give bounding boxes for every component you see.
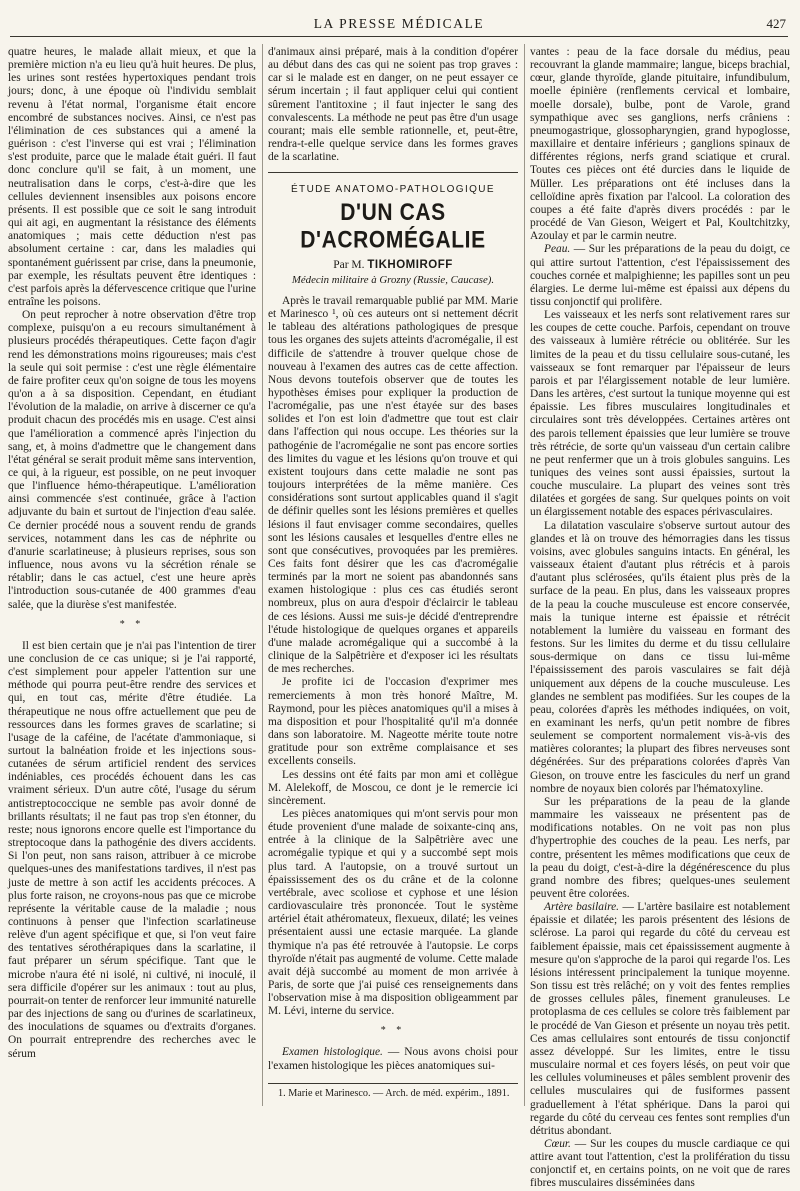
paragraph-text: — Nous avons choisi pour l'examen histologique les pièces anatomiques sui- bbox=[268, 1046, 518, 1072]
paragraph: quatre heures, le malade allait mieux, et que la première miction n'a eu lieu qu'à huit heures. De plus, les urines sont restées hypertoxiques pendant trois jours; donc, à une époque où l'individu semblait revenu à l'état normal, l'organisme était encore encombré de substances nocives. Ainsi, ce n'est pas l'élimination de ces substances qui a amené la guérison : c'est l'inverse qui est vrai ; l'élimination s'est produite, parce que le malade était guéri. Il faut donc conclure qu'il se fait, à un moment, une neutralisation dans le corps, c'est-à-dire que les cellules deviennent insensibles aux poisons encore présents. Il est possible que ce soit le sang introduit qui ait agi, en augmentant la résistance des éléments anatomiques ; mais cette déduction n'est pas absolument certaine : car, dans les maladies qui spontanément guérissent par crise, dans la pneumonie, par exemple, les résultats peuvent être identiques : c'est parfois après la défervescence critique que l'urine entraîne les poisons. bbox=[8, 46, 256, 308]
author-affiliation: Médecin militaire à Grozny (Russie, Caucase). bbox=[291, 273, 495, 286]
section-label: Artère basilaire. bbox=[544, 901, 620, 914]
section-label: Examen histologique. bbox=[282, 1046, 383, 1059]
column-divider bbox=[524, 44, 525, 1106]
paragraph: La dilatation vasculaire s'observe surtout autour des glandes et là on trouve des hémorragies dans les tissus voisins, avec globules sanguins intacts. En général, les vaisseaux étaient d'autant plus rétrécis et à parois d'autant plus sclérosées, qu'ils étaient plus près de la surface de la peau. En plus, dans les vaisseaux propres de la peau la couche musculeuse est encore conservée, mais la tunique interne est épaissie et rétrécit notablement la lumière du vaisseau en formant des festons. Sur les limites du derme et du tissu cellulaire sous-dermique on dans ce tissu lui-même l'épaississement des parois vasculaires se fait déjà uniquement aux dépens de la couche musculeuse. Les glandes ne semblent pas modifiées. Sur les coupes de la peau, colorées d'après les méthodes indiquées, on voit, en examinant les nerfs, qu'un petit nombre de fibres seulement se comportent normalement vis-à-vis des matières colorantes; la plupart des fibres nerveuses sont dégénérées. Sur des préparations colorées d'après Van Gieson, on trouve entre les fascicules du nerf un grand nombre de noyaux bien colorés par l'hématoxyline. bbox=[530, 519, 790, 795]
article-separator bbox=[268, 172, 518, 173]
paragraph: Les vaisseaux et les nerfs sont relativement rares sur les coupes de cette couche. Parfois, cependant on trouve des vaisseaux à lumière rétrécie ou oblitérée. Sur les limites de la peau et du tissu cellulaire sous-cutané, les vaisseaux se font remarquer par l'épaisseur de leurs parois et par l'élargissement notable de leur lumière. Dans les artères, c'est surtout la tunique moyenne qui est épaissie. Les fibres musculaires longitudinales et circulaires sont très développées. Certaines artères ont des parois tellement épaissies que leur lumière se trouve très rétrécie, de sorte qu'un vaisseau d'un certain calibre ne peut renfermer que un à trois globules sanguins. Les tuniques des veines sont aussi épaissies, surtout la couche musculaire. La plupart des veines sont très dilatées et gorgées de sang. Sur quelques points on voit un élargissement notable des espaces périvasculaires. bbox=[530, 309, 790, 519]
paragraph: Après le travail remarquable publié par MM. Marie et Marinesco ¹, où ces auteurs ont si nettement décrit le tableau des altérations pathologiques de presque tous les organes des sujets atteints d'acromégalie, il est difficile de s'attendre à trouver quelque chose de nouveau à l'examen des autres cas de cette affection. Nous devons toutefois observer que de toutes les hypothèses émises pour expliquer la production de l'acromégalie, pas une n'est étayée sur des bases solides et l'on est loin d'admettre que tout est clair dans l'affection qui nous occupe. Les théories sur la pathogénie de l'acromégalie ne sont pas encore sorties des limites du vague et les lésions qu'on trouve et qui existent toujours dans cette maladie ne sont pas toujours interprétées de la même manière. Ces considérations sont surtout applicables quand il s'agit de définir quelles sont les lésions premières et quelles lésions il faut envisager comme secondaires, quelles sont les lésions causales et lesquelles d'entre elles ne sont que consécutives, provoquées par les premières. Ces faits font désirer que les cas d'acromégalie terminés par la mort ne soient pas abandonnés sans examen histologique : plus ces cas étudiés seront nombreux, plus on aura d'espoir d'éclaircir le tableau de ces lésions. Aussi me suis-je décidé d'entreprendre l'étude histologique de quelques organes et appareils d'une malade acromégalique qui a succombé à la clinique de la Salpêtrière et d'exposer ici les résultats de mes recherches. bbox=[268, 294, 518, 676]
section-separator: * * bbox=[380, 1025, 406, 1037]
paragraph bbox=[530, 901, 790, 1138]
paragraph: Je profite ici de l'occasion d'exprimer mes remerciements à mon très honoré Maître, M. Raymond, pour les pièces anatomiques qu'il a mises à ma disposition et pour l'hospitalité qu'il m'a donnée dans son laboratoire. M. Nageotte mérite toute notre gratitude pour son extrême complaisance et ses excellents conseils. bbox=[268, 676, 518, 768]
paragraph: d'animaux ainsi préparé, mais à la condition d'opérer au début dans des cas qui ne soient pas trop graves : car si le malade est en danger, on ne peut essayer ce sérum incertain ; il faut appliquer celui qui contient sûrement l'antitoxine ; il faut injecter le sang des convalescents. La méthode ne peut pas être d'un usage courant; mais elle semble rationnelle, et, peut-être, rendra-t-elle quelque service dans les formes graves de la scarlatine. bbox=[268, 46, 518, 164]
footnote: 1. Marie et Marinesco. — Arch. de méd. expérim., 1891. bbox=[268, 1083, 518, 1100]
paragraph bbox=[268, 1046, 518, 1072]
column-divider bbox=[262, 44, 263, 1106]
paragraph-text: — L'artère basilaire est notablement épaissie et dilatée; les parois présentent des lésions de sclérose. La paroi qui regarde du côté du cerveau est faiblement épaissie, mais cet épaississement augmente à mesure qu'on s'approche de la paroi qui regarde l'os. Les lésions intéressent principalement la tunique moyenne. Son tissu est très relâché; on y voit des fentes remplies de grosses cellules pâles, finement granuleuses. Le protoplasma de ces cellules se colore très faiblement par le procédé de Van Gieson et présente un noyau très petit. Ces amas cellulaires sont entourés de tissu conjonctif assez développé. Sur les limites, entre le tissu musculaire normal et ces foyers lésés, on peut voir que les cellules volumineuses et pâles semblent provenir des cellules musculaires qui de fusiformes passent graduellement à l'état sphérique. Dans la paroi qui regarde du côté du cerveau ces fentes sont remplies d'un détritus abondant. bbox=[530, 901, 790, 1137]
page-number: 427 bbox=[766, 16, 786, 31]
paragraph: vantes : peau de la face dorsale du médius, peau recouvrant la glande mammaire; langue, biceps brachial, cœur, glande thyroïde, glande pituitaire, infundibulum, moelle épinière (renflements cervical et lombaire, moelle dorsale), bulbe, pont de Varole, grand sympathique avec ses ganglions, nerfs crâniens : pneumogastrique, glossopharyngien, grand hypoglosse, maxillaire et dentaire inférieurs ; ganglions spinaux de différentes régions, nerfs grand sciatique et crural. Toutes ces pièces ont été durcies dans le liquide de Müller. Les préparations ont été incluses dans la celloïdine après fixation par l'alcool. La coloration des coupes a été faite d'après divers procédés : par le procédé de Van Gieson, Weigert et Pal, Koultchitzky, Azoulay et par le carmin neutre. bbox=[530, 46, 790, 243]
paragraph: Les dessins ont été faits par mon ami et collègue M. Alelekoff, de Moscou, ce dont je le remercie ici sincèrement. bbox=[268, 768, 518, 807]
column-right bbox=[530, 46, 790, 1190]
paragraph: Il est bien certain que je n'ai pas l'intention de tirer une conclusion de ce cas unique; si je l'ai rapporté, c'est simplement pour appeler l'attention sur une méthode qui pourra peut-être rendre des services et qui, en tout cas, mérite d'être étudiée. La thérapeutique ne nous offre actuellement que peu de ressources dans les formes graves de scarlatine; si l'usage de la caféine, de l'acétate d'ammoniaque, si surtout la balnéation froide et les injections sous-cutanées de sérum artificiel rendent des services indéniables, ces procédés échouent dans les cas vraiment sérieux. D'un autre côté, l'usage du sérum antistreptococcique ne semble pas avoir donné de brillants résultats; il ne faut pas trop s'en étonner, du reste; nous ignorons encore quelle est l'importance du streptocoque dans la pathogénie des divers accidents. Si l'on peut, non sans raison, attribuer à ce microbe quelques-unes des manifestations tardives, il n'est pas juste de mettre à son actif les accidents précoces. A plus forte raison, ne croyons-nous pas que ce microbe représente la véritable cause de la maladie ; nous continuons à penser que l'infection scarlatineuse relève d'un agent spécifique et que, si l'on veut faire des tentatives sérothérapiques dans la scarlatine, il faut préparer un sérum spécifique. Tant que le microbe n'aura été ni isolé, ni cultivé, ni inoculé, il sera difficile d'opérer sur les animaux : tout au plus, pourrait-on tenter de renforcer leur immunité naturelle par des injections de sang ou d'urines de scarlatineux, des inoculations de squames ou d'extraits d'organes. On pourrait entreprendre des recherches avec le sérum bbox=[8, 639, 256, 1060]
paragraph-text: — Sur les coupes du muscle cardiaque ce qui attire avant tout l'attention, c'est la prolifération du tissu conjonctif et, en certains points, on ne voit que de rares fibres musculaires disséminées dans bbox=[530, 1137, 790, 1190]
section-label: Peau. bbox=[544, 243, 571, 256]
column-middle bbox=[268, 46, 518, 1104]
author-name: TIKHOMIROFF bbox=[367, 258, 453, 271]
paragraph bbox=[530, 243, 790, 309]
paragraph bbox=[530, 1138, 790, 1191]
section-label: Cœur. bbox=[544, 1137, 571, 1150]
byline-prefix: Par M. bbox=[333, 258, 365, 271]
paragraph: Les pièces anatomiques qui m'ont servis pour mon étude provenient d'une malade de soixante-cinq ans, entrée à la clinique de la Salpêtrière avec une acromégalie typique et qui y a succombé sept mois plus tard. A l'autopsie, on a trouvé surtout un épaississement des os du crâne et de la colonne vertébrale, avec scoliose et cyphose et une lésion cardiovasculaire très prononcée. Tout le système artériel était athéromateux, flexueux, dilaté; les veines présentaient aussi une ectasie marquée. La glande thymique n'a pas été retrouvée à l'autopsie. Le corps thyroïde n'était pas augmenté de volume. Cette malade avait déjà succombé au moment de mon arrivée à Paris, de sorte que j'ai puisé ces renseignements dans l'observation mise à ma disposition obligeamment par M. Lévi, interne du service. bbox=[268, 807, 518, 1018]
paragraph-text: — Sur les préparations de la peau du doigt, ce qui attire surtout l'attention, c'est l'épaississement des couches cornée et malpighienne; les papilles sont un peu élargies. Le derme lui-même est épaissi aux dépens du tissu conjonctif qui prolifère. bbox=[530, 243, 790, 308]
journal-title: LA PRESSE MÉDICALE bbox=[313, 16, 485, 31]
byline bbox=[268, 259, 518, 272]
article-title: D'UN CAS D'ACROMÉGALIE bbox=[300, 198, 486, 254]
article-kicker: ÉTUDE ANATOMO-PATHOLOGIQUE bbox=[290, 184, 495, 196]
article-heading bbox=[268, 183, 518, 286]
paragraph: Sur les préparations de la peau de la glande mammaire les vaisseaux ne présentent pas de modifications notables. On ne voit pas non plus d'hypertrophie des couches de la peau. Les nerfs, par contre, présentent les mêmes modifications que ceux de la peau du doigt, c'est-à-dire la dégénérescence du plus grand nombre des fibres; quelques-unes seulement peuvent être colorées. bbox=[530, 795, 790, 900]
section-separator: * * bbox=[119, 618, 145, 630]
page-header bbox=[10, 14, 788, 37]
column-left bbox=[8, 46, 256, 1104]
paragraph: On peut reprocher à notre observation d'être trop complexe, puisqu'on a eu recours simultanément à plusieurs procédés thérapeutiques. Cette façon d'agir rend les démonstrations moins rigoureuses; mais c'est la seule qui soit permise : c'est une règle élémentaire de faire profiter ceux qu'on soigne de tous les moyens qu'on a à sa disposition. Cependant, en étudiant l'évolution de la maladie, on arrive à discerner ce qu'a produit chacun des procédés mis en usage. C'est ainsi que l'amélioration a commencé après l'injection du sang, et, à moins d'admettre que le changement dans l'état général se serait produit même sans intervention, ce qui, à la rigueur, est possible, on ne peut invoquer que l'influence hémo-thérapeutique. L'amélioration ainsi commencée s'est continuée, grâce à l'action adjuvante du bain et surtout de l'injection d'eau salée. Ce dernier procédé nous a souvent rendu de grands services, notamment dans les cas de néphrite ou d'anurie scarlatineuse; à plusieurs reprises, sous son influence, nous avons vu la sécrétion rénale se rétablir; dans le cas actuel, c'est une heure après l'introduction sous-cutanée de 400 grammes d'eau salée, que la diurèse s'est manifestée. bbox=[8, 309, 256, 611]
